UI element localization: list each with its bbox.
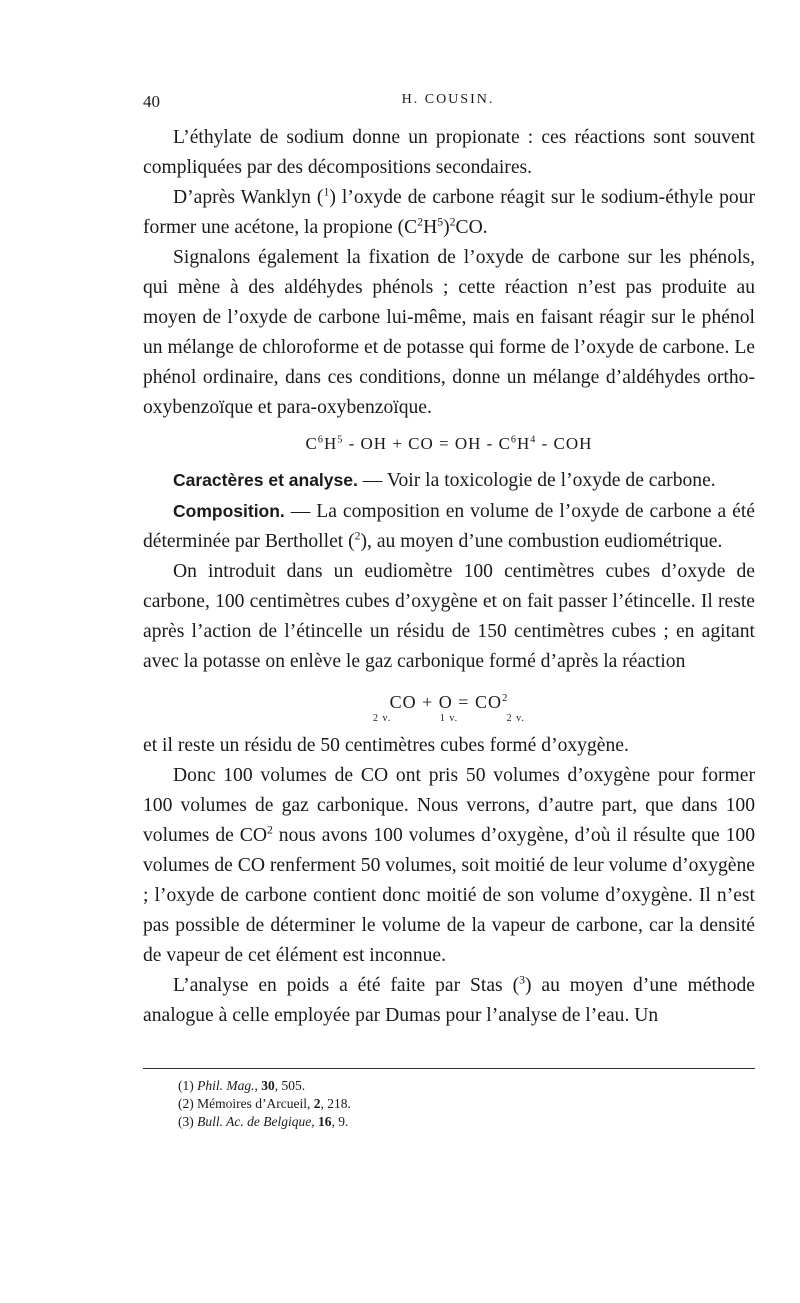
formula-exponent: 2 [417, 215, 424, 229]
volume-label: 2 v. [373, 713, 392, 724]
formula-exponent: 2 [449, 215, 456, 229]
equation-combustion [143, 691, 755, 725]
text-span: nous avons 100 volumes d’oxygène, d’où il résulte que 100 volumes de CO renferment 50 volumes, soit moitié de leur volume d’oxygène ; l’oxyde de carbone contient donc moitié de son volume d’oxygène. Il n’est pas possible de déterminer le volume de la vapeur de carbone, car la densité de vapeur de cet élément est inconnue. [143, 825, 756, 966]
formula-text: ) [443, 217, 450, 238]
volume-label: 1 v. [439, 713, 459, 724]
formula-exponent: 2 [266, 823, 273, 837]
formula-exponent: 6 [510, 434, 518, 446]
paragraph-caracteres [143, 465, 755, 496]
footnote-mark: (3) [178, 1114, 194, 1129]
formula-text: H [323, 434, 338, 453]
paragraph-eudiometre: On introduit dans un eudiomètre 100 centimètres cubes d’oxyde de carbone, 100 centimètres cubes d’oxygène et on fait passer l’étincelle. Il reste après l’action de l’étincelle un résidu de 150 centimètres cubes ; en agitant avec la potasse on enlève le gaz carbonique formé d’après la réaction [143, 561, 755, 672]
footnote-ref: 2 [354, 529, 361, 543]
section-title: Caractères et analyse. [173, 470, 358, 490]
text-span: ) au moyen d’une méthode analogue à celle employée par Dumas pour l’analyse de l’eau. Un [143, 975, 755, 1026]
text-span: — Voir la toxicologie de l’oxyde de carbone. [357, 470, 716, 491]
footnote: (2) Mémoires d’Arcueil, 2, 218. [178, 1096, 351, 1111]
footnotes [178, 1077, 738, 1131]
paragraph-stas [143, 971, 755, 1031]
footnote-rule [143, 1068, 755, 1069]
paragraph-wanklyn [143, 183, 755, 243]
footnote-volume: 30 [261, 1078, 275, 1093]
text-span: ), au moyen d’une combustion eudiométrique. [360, 531, 723, 552]
footnote: (3) Bull. Ac. de Belgique, 16, 9. [178, 1114, 349, 1129]
footnote-page: , 505. [274, 1078, 306, 1093]
paragraph-residu: et il reste un résidu de 50 centimètres cubes formé d’oxygène. [143, 735, 629, 756]
equation-line [143, 691, 755, 713]
formula-text: CO. [455, 217, 488, 238]
formula-exponent: 5 [337, 434, 344, 446]
footnote-journal: Phil. Mag. [197, 1078, 255, 1093]
paragraph-phenols: Signalons également la fixation de l’oxyde de carbone sur les phénols, qui mène à des aldéhydes phénols ; cette réaction n’est pas produite au moyen de l’oxyde de carbone lui-même, mais en faisant réagir sur le phénol un mélange de chloroforme et de potasse qui forme de l’oxyde de carbone. Le phénol ordinaire, dans ces conditions, donne un mélange d’aldéhydes ortho-oxybenzoïque et para-oxybenzoïque. [143, 247, 755, 418]
page-header [143, 92, 753, 116]
footnote-ref: 3 [519, 973, 525, 987]
formula-exponent: 4 [530, 434, 537, 446]
equation-volumes [143, 713, 755, 725]
formula-exponent: 5 [437, 215, 444, 229]
footnote-page: , 9. [331, 1114, 349, 1129]
footnote-volume: 2 [313, 1096, 321, 1111]
footnote-journal: Bull. Ac. de Belgique [197, 1114, 312, 1129]
text-span: L’analyse en poids a été faite par Stas ( [173, 975, 520, 996]
formula-text: - OH + CO = OH - C [343, 434, 511, 453]
formula-text: - COH [536, 434, 593, 453]
section-title: Composition. [173, 501, 285, 521]
formula-exponent: 6 [317, 434, 324, 446]
formula-exponent: 2 [501, 692, 509, 704]
formula-text: C [305, 434, 318, 453]
text-span: — La composition en volume de l’oxyde de carbone a été déterminée par Berthollet ( [143, 501, 755, 552]
footnote-mark: (1) [178, 1078, 194, 1093]
running-head: H. COUSIN. [401, 92, 495, 107]
text-span: D’après Wanklyn ( [173, 187, 324, 208]
equation-phenol [143, 429, 755, 459]
page-number: 40 [143, 92, 160, 111]
paragraph-ethylate: L’éthylate de sodium donne un propionate : ces réactions sont souvent compliquées par des décompositions secondaires. [143, 127, 755, 178]
paragraph-donc [143, 761, 755, 971]
footnote-volume: 16 [317, 1114, 332, 1129]
text-span: Donc 100 volumes de CO ont pris 50 volumes d’oxygène pour former 100 volumes de gaz carbonique. Nous verrons, d’autre part, que dans 100 volumes de CO [143, 765, 755, 846]
text-span: ) l’oxyde de carbone réagit sur le sodium-éthyle pour former une acétone, la propione (C [143, 187, 755, 238]
footnote-mark: (2) [178, 1096, 194, 1111]
formula-text: H [517, 434, 531, 453]
volume-label: 2 v. [506, 713, 525, 724]
formula-text: CO + O = CO [389, 692, 502, 712]
paragraph-composition [143, 496, 755, 557]
footnote: (1) Phil. Mag., 30, 505. [178, 1078, 306, 1093]
body-text [143, 123, 755, 1031]
footnote-ref: 1 [323, 185, 330, 199]
footnote-page: , 218. [320, 1096, 351, 1111]
formula-text: H [423, 217, 438, 238]
footnote-journal: Mémoires d’Arcueil [197, 1096, 307, 1111]
